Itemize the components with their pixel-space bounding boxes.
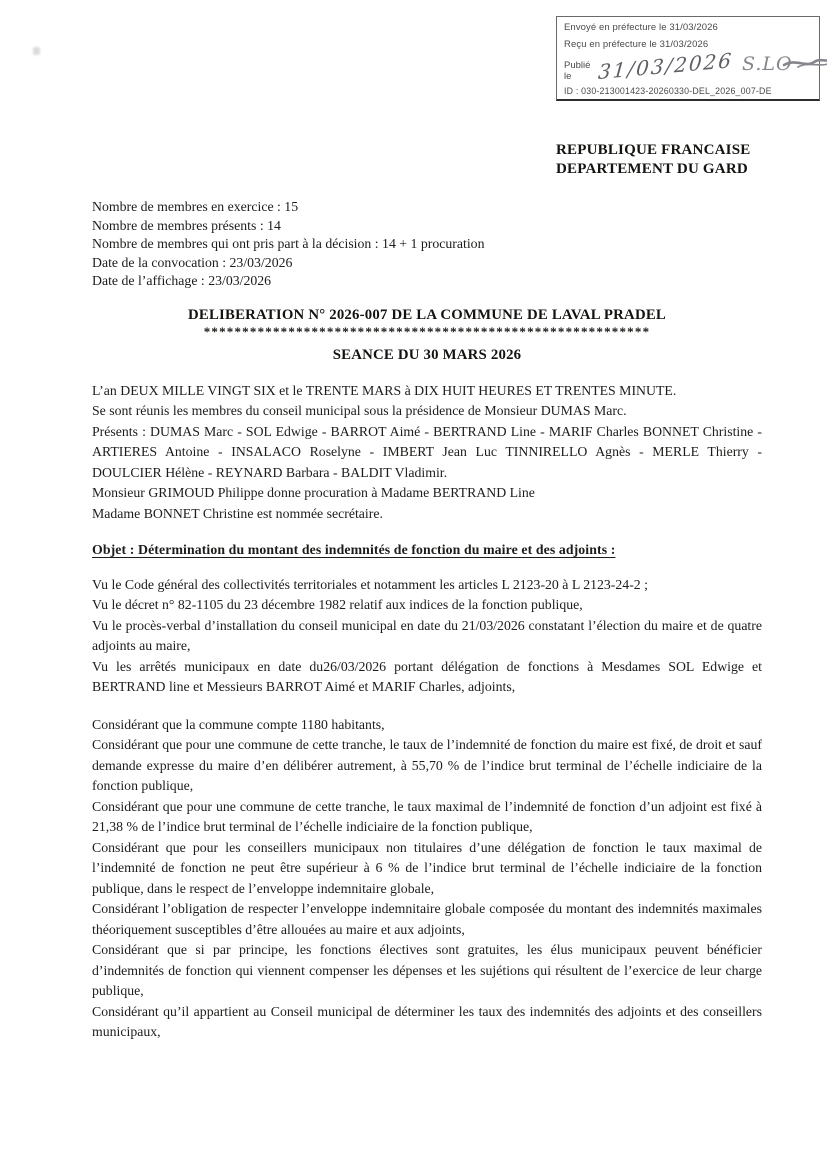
meta-date-convocation: Date de la convocation : 23/03/2026 [92,254,293,270]
title-separator: ********************************************************** [203,325,651,338]
republic-header [556,141,750,179]
signature [740,48,827,87]
considerant-paragraph: Considérant que pour une commune de cette tranche, le taux de l’indemnité de fonction du maire est fixé, de droit et sauf demande expresse du maire d’en délibérer autrement, à 55,70 % de l’indice brut terminal de l’échelle indiciaire de la fonction publique, [92,737,762,793]
intro-paragraph-secretaire: Madame BONNET Christine est nommée secrétaire. [92,505,383,521]
considerant-paragraph: Considérant que pour une commune de cette tranche, le taux maximal de l’indemnité de fonction d’un adjoint est fixé à 21,38 % de l’indice brut terminal de l’échelle indiciaire de la fonction publique, [92,798,762,834]
vu-paragraph: Vu le procès-verbal d’installation du conseil municipal en date du 21/03/2026 constatant l’élection du maire et de quatre adjoints au maire, [92,617,762,653]
meta-date-affichage: Date de l’affichage : 23/03/2026 [92,273,272,289]
deliberation-title: DELIBERATION N° 2026-007 DE LA COMMUNE DE LAVAL PRADEL [188,307,666,323]
department-line: DEPARTEMENT DU GARD [556,161,748,177]
scan-artifact-mark [33,47,40,55]
intro-paragraph-presidence: Se sont réunis les membres du conseil municipal sous la présidence de Monsieur DUMAS Marc. [92,403,627,418]
handwritten-date: 31/03/2026 [597,47,735,85]
council-meta-block [92,198,484,291]
considerant-paragraph: Considérant que pour les conseillers municipaux non titulaires d’une délégation de fonction le taux maximal de l’indemnité de fonction ne peut être supérieur à 6 % de l’indice brut terminal de l’échelle indiciaire de la fonction publique, dans le respect de l’enveloppe indemnitaire globale, [92,839,762,896]
meta-members-exercice: Nombre de membres en exercice : 15 [92,199,299,214]
stamp-published-label: Publié le [564,60,591,82]
meta-members-decision: Nombre de membres qui ont pris part à la décision : 14 + 1 procuration [92,236,485,252]
vu-paragraph: Vu les arrêtés municipaux en date du26/03/2026 portant délégation de fonctions à Mesdames SOL Edwige et BERTRAND line et Messieurs BARROT Aimé et MARIF Charles, adjoints, [92,658,762,694]
signature-initials: S.LO [741,53,793,75]
signature-swoosh-icon [740,48,827,82]
stamp-received-line: Reçu en préfecture le 31/03/2026 [564,39,709,50]
meta-members-presents: Nombre de membres présents : 14 [92,217,281,233]
intro-paragraph-date: L’an DEUX MILLE VINGT SIX et le TRENTE MARS à DIX HUIT HEURES ET TRENTES MINUTE. [92,382,677,398]
vu-block [92,575,762,698]
republic-line: REPUBLIQUE FRANCAISE [556,142,751,158]
session-title: SEANCE DU 30 MARS 2026 [332,347,522,363]
vu-paragraph: Vu le Code général des collectivités territoriales et notamment les articles L 2123-20 à L 2123-24-2 ; [92,576,648,592]
intro-paragraph-presents: Présents : DUMAS Marc - SOL Edwige - BARROT Aimé - BERTRAND Line - MARIF Charles BONNET Christine - ARTIERES Antoine - INSALACO Roselyne - IMBERT Jean Luc TINNIRELLO Agnès - MERLE Thierry - DOULCIER Hélène - REYNARD Barbara - BALDIT Vladimir. [92,423,762,480]
stamp-published-row [564,47,819,86]
prefecture-stamp-box [556,16,820,101]
title-block [92,306,762,366]
intro-paragraph-procuration: Monsieur GRIMOUD Philippe donne procuration à Madame BERTRAND Line [92,485,535,500]
document-body [92,306,762,1043]
considerant-paragraph: Considérant qu’il appartient au Conseil municipal de déterminer les taux des indemnités des adjoints et des conseillers municipaux, [92,1003,762,1039]
stamp-id-line: ID : 030-213001423-20260330-DEL_2026_007-DE [564,86,772,96]
vu-paragraph: Vu le décret n° 82-1105 du 23 décembre 1982 relatif aux indices de la fonction publique, [92,597,583,612]
considerant-block [92,715,762,1043]
stamp-sent-line: Envoyé en préfecture le 31/03/2026 [564,22,718,33]
considerant-paragraph: Considérant que si par principe, les fonctions électives sont gratuites, les élus municipaux peuvent bénéficier d’indemnités de fonction qui viennent compenser les dépenses et les sujétions qui résultent de l’exercice de leur charge publique, [92,942,762,998]
intro-block [92,381,762,525]
considerant-paragraph: Considérant l’obligation de respecter l’enveloppe indemnitaire globale composée du montant des indemnités maximales théoriquement susceptibles d’être allouées au maire et aux adjoints, [92,901,762,937]
considerant-paragraph: Considérant que la commune compte 1180 habitants, [92,716,385,732]
subject-line: Objet : Détermination du montant des indemnités de fonction du maire et des adjoints : [92,542,616,557]
